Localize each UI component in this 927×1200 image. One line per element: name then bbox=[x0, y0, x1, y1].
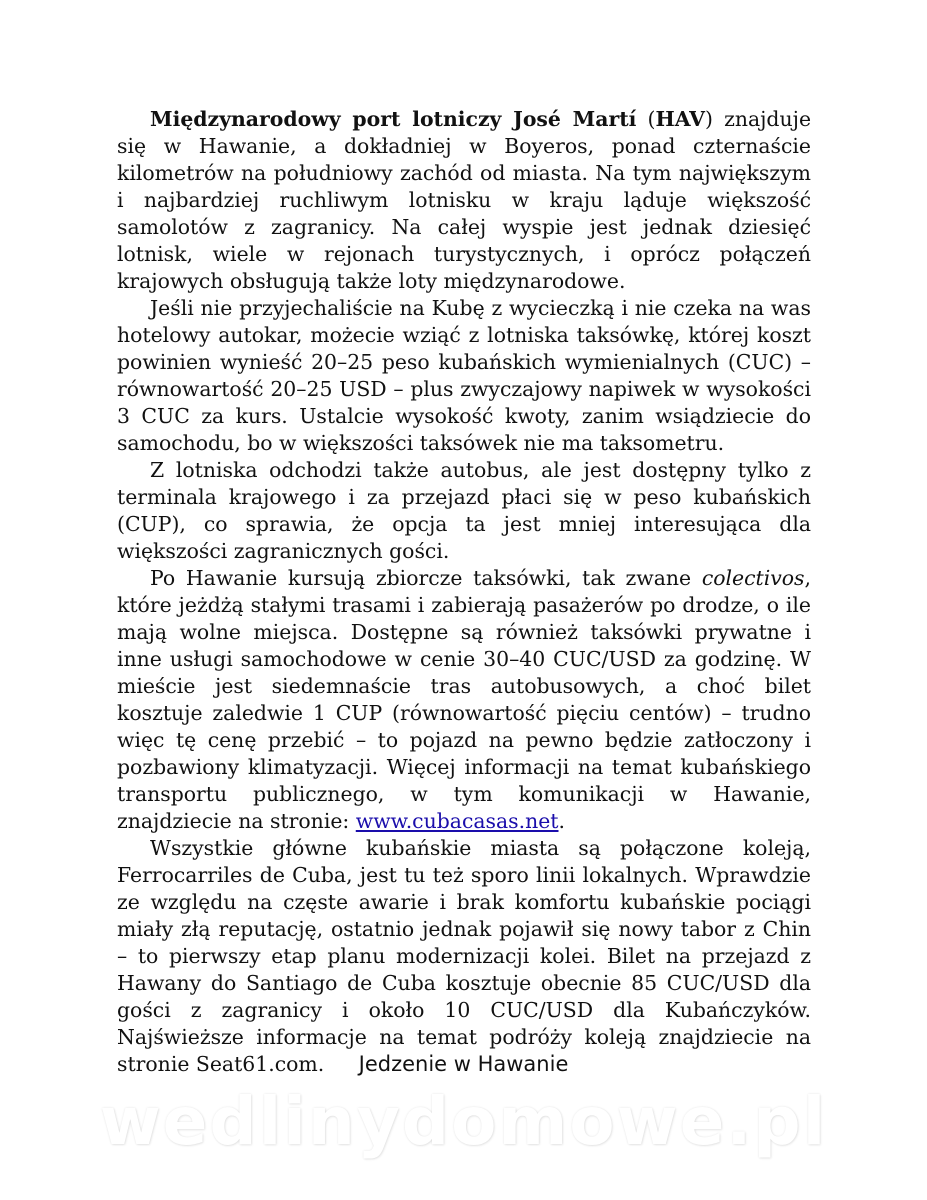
paragraph-airport-text-2: ) znajduje się w Hawanie, a dokładniej w Boyeros, ponad czternaście kilometrów na południowy zachód od miasta. Na tym największym i najbardziej ruchliwym lotnisku w kraju ląduje większość samolotów z zagranicy. Na całej wyspie jest jednak dziesięć lotnisk, wiele w rejonach turystycznych, i oprócz połączeń krajowych obsługują także loty międzynarodowe. bbox=[117, 107, 812, 293]
article-body bbox=[117, 106, 811, 1078]
airport-code: HAV bbox=[655, 107, 705, 131]
section-heading: Jedzenie w Hawanie bbox=[358, 1052, 569, 1076]
cubacasas-link[interactable]: www.cubacasas.net bbox=[355, 809, 559, 833]
paragraph-colectivos bbox=[117, 565, 811, 835]
paragraph-colectivos-text-3: . bbox=[558, 809, 565, 833]
paragraph-railway: Wszystkie główne kubańskie miasta są połączone koleją, Ferrocarriles de Cuba, jest tu też sporo linii lokalnych. Wprawdzie ze względu na częste awarie i brak komfortu kubańskie pociągi miały złą reputację, ostatnio jednak pojawił się nowy tabor z Chin – to pierwszy etap planu modernizacji kolei. Bilet na przejazd z Hawany do Santiago de Cuba kosztuje obecnie 85 CUC/USD dla gości z zagranicy i około 10 CUC/USD dla Kubańczyków. Najświeższe informacje na temat podróży koleją znajdziecie na stronie Seat61.com. bbox=[117, 836, 811, 1076]
paragraph-airport bbox=[117, 106, 811, 295]
paragraph-bus: Z lotniska odchodzi także autobus, ale jest dostępny tylko z terminala krajowego i za przejazd płaci się w peso kubańskich (CUP), co sprawia, że opcja ta jest mniej interesująca dla większości zagranicznych gości. bbox=[117, 458, 811, 563]
watermark: wedlinydomowe.pl bbox=[99, 1083, 828, 1160]
paragraph-taxi: Jeśli nie przyjechaliście na Kubę z wycieczką i nie czeka na was hotelowy autokar, możecie wziąć z lotniska taksówkę, której koszt powinien wynieść 20–25 peso kubańskich wymienialnych (CUC) – równowartość 20–25 USD – plus zwyczajowy napiwek w wysokości 3 CUC za kurs. Ustalcie wysokość kwoty, zanim wsiądziecie do samochodu, bo w większości taksówek nie ma taksometru. bbox=[117, 296, 811, 455]
paragraph-colectivos-text-2: , które jeżdżą stałymi trasami i zabierają pasażerów po drodze, o ile mają wolne miejsca. Dostępne są również taksówki prywatne i inne usługi samochodowe w cenie 30–40 CUC/USD za godzinę. W mieście jest siedemnaście tras autobusowych, a choć bilet kosztuje zaledwie 1 CUP (równowartość pięciu centów) – trudno więc tę cenę przebić – to pojazd na pewno będzie zatłoczony i pozbawiony klimatyzacji. Więcej informacji na temat kubańskiego transportu publicznego, w tym komunikacji w Hawanie, znajdziecie na stronie: bbox=[117, 566, 811, 833]
paragraph-airport-text-1: ( bbox=[636, 107, 656, 131]
airport-name: Międzynarodowy port lotniczy José Martí bbox=[150, 107, 637, 131]
colectivos-term: colectivos bbox=[701, 566, 805, 590]
paragraph-colectivos-text-1: Po Hawanie kursują zbiorcze taksówki, tak zwane bbox=[150, 566, 702, 590]
